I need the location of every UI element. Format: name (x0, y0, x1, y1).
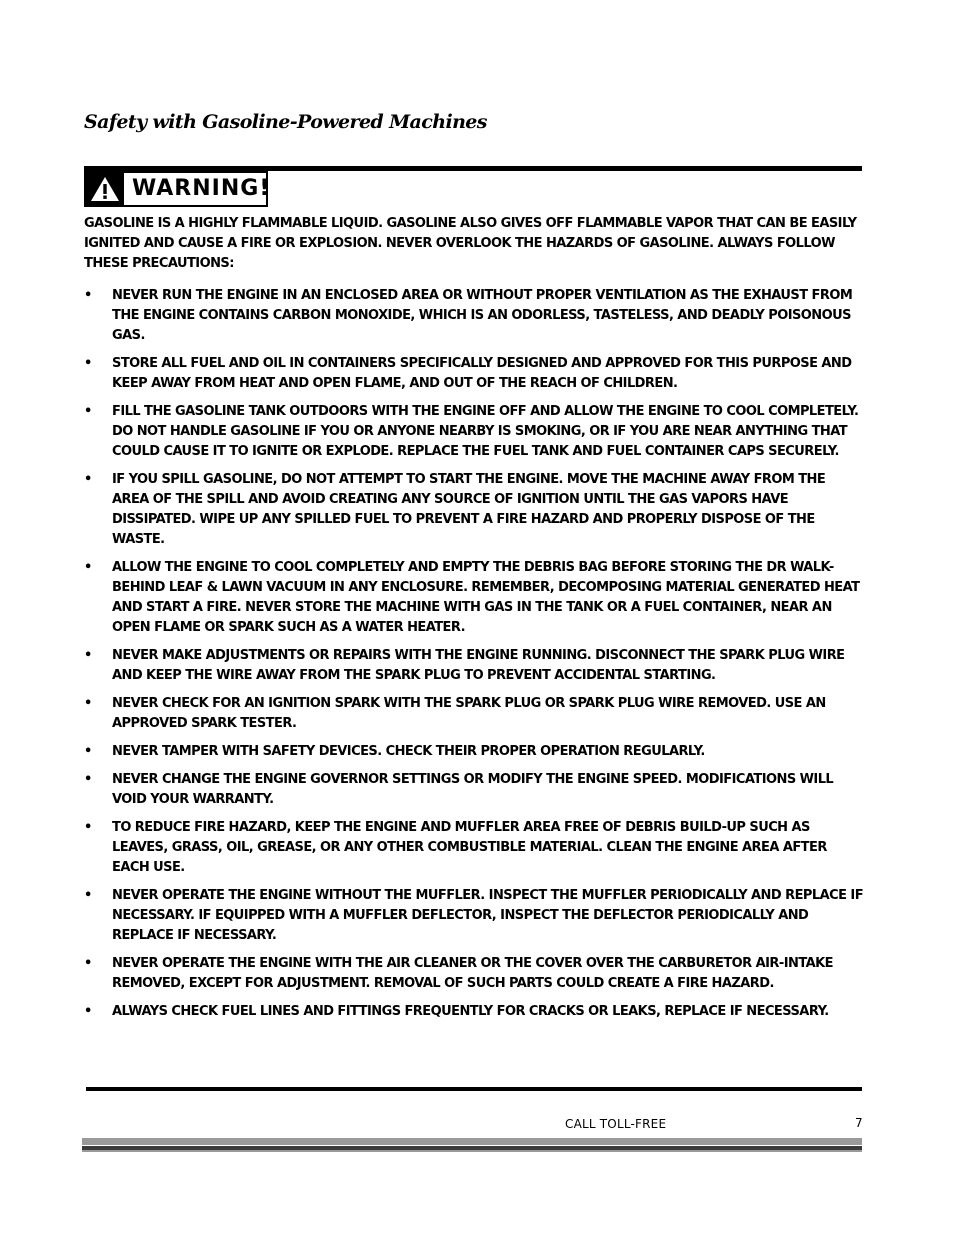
bullet-icon: • (84, 648, 92, 663)
precaution-item (84, 558, 864, 638)
warning-box (84, 171, 271, 207)
bottom-rule (86, 1087, 862, 1091)
footer-bar (82, 1138, 862, 1152)
bullet-icon: • (84, 888, 92, 903)
warning-intro-text: GASOLINE IS A HIGHLY FLAMMABLE LIQUID. GASOLINE ALSO GIVES OFF FLAMMABLE VAPOR THAT CAN BE EASILY IGNITED AND CAUSE A FIRE OR EXPLOSION. NEVER OVERLOOK THE HAZARDS OF GASOLINE. ALWAYS FOLLOW THESE PRECAUTIONS: (84, 216, 857, 271)
bullet-icon: • (84, 560, 92, 575)
bullet-icon: • (84, 696, 92, 711)
bullet-icon: • (84, 956, 92, 971)
precaution-item (84, 354, 864, 394)
precaution-item (84, 886, 864, 946)
precaution-item (84, 694, 864, 734)
precaution-text: NEVER CHECK FOR AN IGNITION SPARK WITH THE SPARK PLUG OR SPARK PLUG WIRE REMOVED. USE AN APPROVED SPARK TESTER. (112, 696, 826, 731)
precaution-text: ALWAYS CHECK FUEL LINES AND FITTINGS FREQUENTLY FOR CRACKS OR LEAKS, REPLACE IF NECESSARY. (112, 1004, 829, 1019)
precaution-text: FILL THE GASOLINE TANK OUTDOORS WITH THE ENGINE OFF AND ALLOW THE ENGINE TO COOL COMPLETELY. DO NOT HANDLE GASOLINE IF YOU OR ANYONE NEARBY IS SMOKING, OR IF YOU ARE NEAR ANYTHING THAT COULD CAUSE IT TO IGNITE OR EXPLODE. REPLACE THE FUEL TANK AND FUEL CONTAINER CAPS SECURELY. (112, 404, 859, 459)
precaution-text: NEVER OPERATE THE ENGINE WITHOUT THE MUFFLER. INSPECT THE MUFFLER PERIODICALLY AND REPLACE IF NECESSARY. IF EQUIPPED WITH A MUFFLER DEFLECTOR, INSPECT THE DEFLECTOR PERIODICALLY AND REPLACE IF NECESSARY. (112, 888, 864, 943)
precaution-text: TO REDUCE FIRE HAZARD, KEEP THE ENGINE AND MUFFLER AREA FREE OF DEBRIS BUILD-UP SUCH AS LEAVES, GRASS, OIL, GREASE, OR ANY OTHER COMBUSTIBLE MATERIAL. CLEAN THE ENGINE AREA AFTER EACH USE. (112, 820, 827, 875)
precaution-text: IF YOU SPILL GASOLINE, DO NOT ATTEMPT TO START THE ENGINE. MOVE THE MACHINE AWAY FROM THE AREA OF THE SPILL AND AVOID CREATING ANY SOURCE OF IGNITION UNTIL THE GAS VAPORS HAVE DISSIPATED. WIPE UP ANY SPILLED FUEL TO PREVENT A FIRE HAZARD AND PROPERLY DISPOSE OF THE WASTE. (112, 472, 826, 547)
precaution-item (84, 286, 864, 346)
precaution-text: NEVER MAKE ADJUSTMENTS OR REPAIRS WITH THE ENGINE RUNNING. DISCONNECT THE SPARK PLUG WIRE AND KEEP THE WIRE AWAY FROM THE SPARK PLUG TO PREVENT ACCIDENTAL STARTING. (112, 648, 845, 683)
bullet-icon: • (84, 772, 92, 787)
footer-label: CALL TOLL-FREE (565, 1117, 667, 1131)
warning-icon-cell (86, 173, 124, 205)
bullet-icon: • (84, 472, 92, 487)
precaution-text: ALLOW THE ENGINE TO COOL COMPLETELY AND EMPTY THE DEBRIS BAG BEFORE STORING THE DR WALK-BEHIND LEAF & LAWN VACUUM IN ANY ENCLOSURE. REMEMBER, DECOMPOSING MATERIAL GENERATED HEAT AND START A FIRE. NEVER STORE THE MACHINE WITH GAS IN THE TANK OR A FUEL CONTAINER, NEAR AN OPEN FLAME OR SPARK SUCH AS A WATER HEATER. (112, 560, 860, 635)
precaution-text: NEVER RUN THE ENGINE IN AN ENCLOSED AREA OR WITHOUT PROPER VENTILATION AS THE EXHAUST FROM THE ENGINE CONTAINS CARBON MONOXIDE, WHICH IS AN ODORLESS, TASTELESS, AND DEADLY POISONOUS GAS. (112, 288, 853, 343)
bullet-icon: • (84, 1004, 92, 1019)
bullet-icon: • (84, 404, 92, 419)
section-title: Safety with Gasoline-Powered Machines (84, 111, 487, 133)
page-number: 7 (855, 1116, 863, 1130)
bullet-icon: • (84, 356, 92, 371)
precaution-text: NEVER OPERATE THE ENGINE WITH THE AIR CLEANER OR THE COVER OVER THE CARBURETOR AIR-INTAKE REMOVED, EXCEPT FOR ADJUSTMENT. REMOVAL OF SUCH PARTS COULD CREATE A FIRE HAZARD. (112, 956, 834, 991)
bullet-icon: • (84, 744, 92, 759)
precaution-item (84, 402, 864, 462)
precaution-text: NEVER TAMPER WITH SAFETY DEVICES. CHECK THEIR PROPER OPERATION REGULARLY. (112, 744, 705, 759)
bullet-icon: • (84, 820, 92, 835)
precaution-item (84, 1002, 864, 1022)
precaution-item (84, 470, 864, 550)
bullet-icon: • (84, 288, 92, 303)
precautions-list (84, 286, 864, 1030)
warning-label: WARNING! (132, 176, 271, 201)
precaution-item (84, 954, 864, 994)
precaution-item (84, 646, 864, 686)
precaution-text: NEVER CHANGE THE ENGINE GOVERNOR SETTINGS OR MODIFY THE ENGINE SPEED. MODIFICATIONS WILL VOID YOUR WARRANTY. (112, 772, 834, 807)
precaution-item (84, 742, 864, 762)
precaution-text: STORE ALL FUEL AND OIL IN CONTAINERS SPECIFICALLY DESIGNED AND APPROVED FOR THIS PURPOSE AND KEEP AWAY FROM HEAT AND OPEN FLAME, AND OUT OF THE REACH OF CHILDREN. (112, 356, 852, 391)
precaution-item (84, 818, 864, 878)
precaution-item (84, 770, 864, 810)
